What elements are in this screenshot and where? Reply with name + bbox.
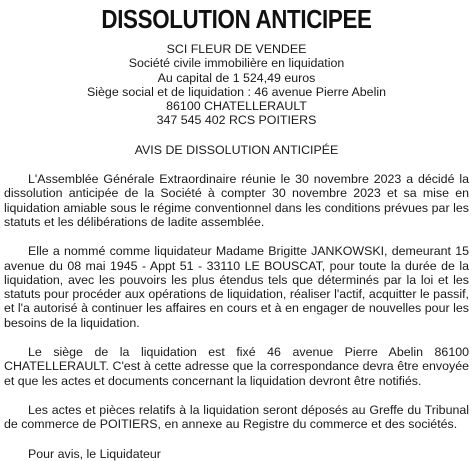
- company-legal-form: Société civile immobilière en liquidation: [128, 56, 345, 71]
- paragraph-liquidator: Elle a nommé comme liquidateur Madame Brigitte JANKOWSKI, demeurant 15 avenue du 08 mai 1945 - Appt 51 - 33110 LE BOUSCAT, pour toute la durée de la liquidation, avec les pouvoirs les plus étendus tels que déterminés par la loi et les statuts pour procéder aux opérations de liquidation, réaliser l'actif, acquitter le passif, et l'a autorisé à continuer les affaires en cours et à en engager de nouvelles pour les besoins de la liquidation.: [4, 244, 469, 330]
- paragraph-dissolution: L'Assemblée Générale Extraordinaire réunie le 30 novembre 2023 a décidé la dissolution anticipée de la Société à compter 30 novembre 2023 et sa mise en liquidation amiable sous le régime conventionnel dans les conditions prévues par les statuts et les délibérations de ladite assemblée.: [4, 172, 469, 229]
- company-city: 86100 CHATELLERAULT: [166, 99, 307, 114]
- company-name: SCI FLEUR DE VENDEE: [166, 42, 307, 56]
- company-address: Siège social et de liquidation : 46 avenue Pierre Abelin: [87, 84, 386, 99]
- company-capital: Au capital de 1 524,49 euros: [157, 70, 316, 85]
- paragraph-liquidation-seat: Le siège de la liquidation est fixé 46 avenue Pierre Abelin 86100 CHATELLERAULT. C'est à cette adresse que la correspondance devra être envoyée et que les actes et documents concernant la liquidation devront être notifiés.: [4, 345, 469, 388]
- notice-main-title: DISSOLUTION ANTICIPEE: [101, 4, 372, 34]
- signature-line: Pour avis, le Liquidateur: [28, 446, 161, 461]
- company-block: [4, 42, 469, 128]
- company-rcs: 347 545 402 RCS POITIERS: [156, 113, 317, 128]
- notice-subtitle: AVIS DE DISSOLUTION ANTICIPÉE: [134, 142, 339, 157]
- paragraph-filing: Les actes et pièces relatifs à la liquidation seront déposés au Greffe du Tribunal de commerce de POITIERS, en annexe au Registre du commerce et des sociétés.: [4, 402, 469, 432]
